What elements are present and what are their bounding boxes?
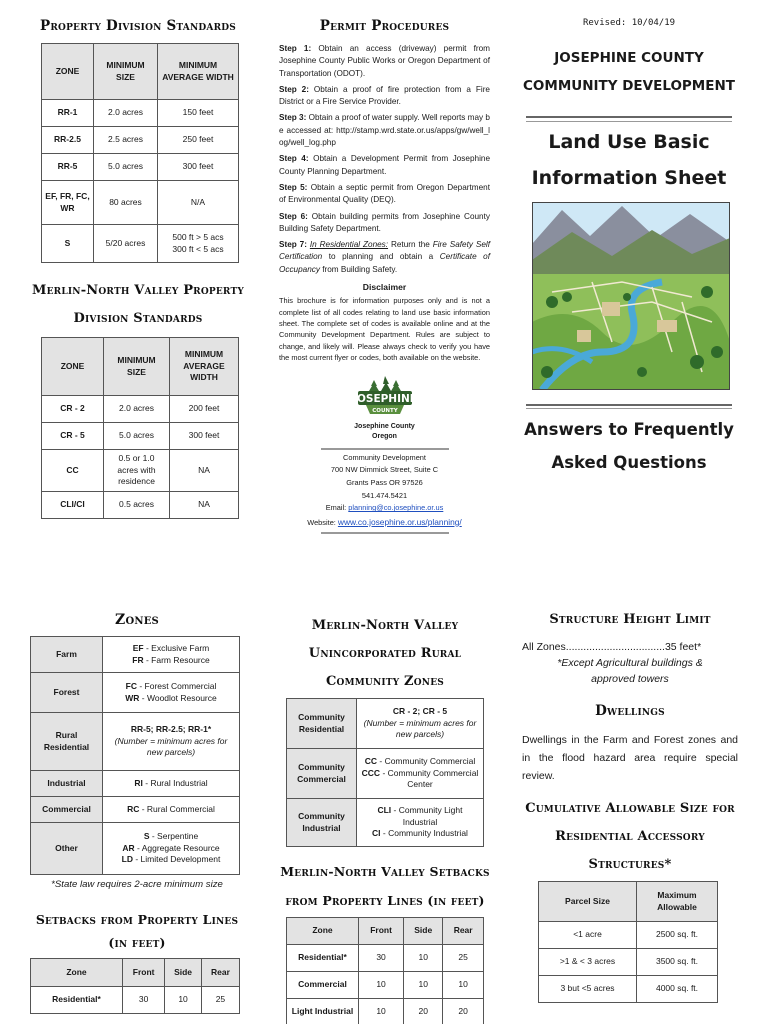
dwellings-text: Dwellings in the Farm and Forest zones and in the flood hazard area require special review.	[522, 734, 738, 782]
zone-cell: EF, FR, FC, WR	[42, 181, 94, 225]
header-front: Front	[359, 918, 404, 945]
min-size-cell: 5.0 acres	[94, 154, 158, 181]
zone-codes-cell	[103, 637, 240, 673]
table-row	[42, 423, 239, 450]
table-row	[42, 450, 239, 492]
table-header-row	[42, 44, 239, 100]
table-header-row	[287, 918, 484, 945]
email-line: Email: planning@co.josephine.or.us	[325, 503, 444, 513]
table-header-row	[31, 959, 240, 987]
zone-codes-cell	[103, 771, 240, 797]
table-row	[42, 225, 239, 263]
table-cell: 10	[404, 945, 443, 972]
min-size-cell: 5.0 acres	[104, 423, 170, 450]
zone-codes-cell	[357, 799, 484, 847]
address-line: Community Development	[343, 452, 426, 462]
table-row	[287, 749, 484, 799]
email-link[interactable]: planning@co.josephine.or.us	[348, 503, 444, 513]
table-row	[42, 181, 239, 225]
table-row	[539, 949, 718, 976]
county-logo-icon	[356, 374, 414, 416]
zone-note: (Number = minimum acres for new parcels)	[114, 735, 228, 758]
table-cell: Light Industrial	[287, 999, 359, 1024]
min-size-cell: 2.5 acres	[94, 127, 158, 154]
table-cell: Residential*	[31, 987, 123, 1014]
header-rear: Rear	[201, 959, 239, 987]
header-rear: Rear	[443, 918, 484, 945]
table-cell: 3 but <5 acres	[539, 976, 637, 1003]
merlin-division-title: Merlin-North Valley Property Division Standards	[32, 283, 244, 326]
table-cell: 30	[359, 945, 404, 972]
disclaimer-title: Disclaimer	[362, 282, 407, 293]
middle-bottom-panel	[278, 612, 492, 1024]
zone-codes-cell	[103, 823, 240, 875]
org-name-line2: COMMUNITY DEVELOPMENT	[523, 78, 735, 94]
min-size-cell: 80 acres	[94, 181, 158, 225]
property-division-title: Property Division Standards	[40, 18, 236, 34]
zone-code-line: RC - Rural Commercial	[127, 803, 215, 814]
zone-category-cell: Farm	[31, 637, 103, 673]
faq-heading-line1: Answers to Frequently	[524, 420, 734, 439]
zone-category-cell: Rural Residential	[31, 713, 103, 771]
logo-caption-state: Oregon	[372, 432, 397, 440]
website-line: Website: www.co.josephine.or.us/planning/	[307, 516, 462, 527]
faq-heading-line2: Asked Questions	[551, 453, 707, 472]
zone-category-cell: Community Residential	[287, 699, 357, 749]
permit-procedures-title: Permit Procedures	[319, 18, 450, 34]
zone-category-cell: Industrial	[31, 771, 103, 797]
min-width-cell: 500 ft > 5 acs 300 ft < 5 acs	[158, 225, 239, 263]
table-cell: 20	[404, 999, 443, 1024]
title-divider	[526, 116, 732, 122]
min-width-cell: NA	[170, 492, 239, 519]
middle-top-panel	[279, 18, 490, 534]
min-size-cell: 0.5 acres	[104, 492, 170, 519]
setbacks-title: Setbacks from Property Lines (in feet)	[35, 912, 239, 950]
logo-caption: Josephine County	[354, 422, 415, 430]
header-min-width: MINIMUM AVERAGE WIDTH	[170, 338, 239, 396]
disclaimer-text: This brochure is for information purposes only and is not a complete list of all codes relating to land use basic information sheet. The complete set of codes is available online and at the Community Development Department. Rules are subject to change, and likely will. Please always check to verify you have the most current flyer or codes, both available on the website.	[279, 296, 490, 363]
zone-cell: CR - 5	[42, 423, 104, 450]
left-top-panel	[28, 18, 248, 519]
table-cell: 30	[123, 987, 165, 1014]
zone-code-line: CI - Community Industrial	[372, 828, 468, 839]
table-row	[31, 823, 240, 875]
zone-code-line: LD - Limited Development	[121, 854, 221, 865]
header-min-width: MINIMUM AVERAGE WIDTH	[158, 44, 239, 100]
table-cell: 10	[404, 972, 443, 999]
table-cell: >1 & < 3 acres	[539, 949, 637, 976]
permit-step-4: Step 4: Obtain a Development Permit from Josephine County Planning Department.	[279, 154, 490, 176]
table-row	[31, 797, 240, 823]
min-width-cell: N/A	[158, 181, 239, 225]
zone-cell: CC	[42, 450, 104, 492]
merlin-division-table	[41, 337, 239, 519]
zone-codes-cell	[357, 699, 484, 749]
header-zone: ZONE	[42, 338, 104, 396]
table-row	[31, 987, 240, 1014]
zone-code-line: CLI - Community Light Industrial	[377, 805, 463, 827]
header-min-size: MINIMUM SIZE	[94, 44, 158, 100]
header-side: Side	[404, 918, 443, 945]
table-cell: 10	[165, 987, 202, 1014]
height-limit-note: *Except Agricultural buildings & approved towers	[557, 657, 703, 685]
table-row	[42, 396, 239, 423]
table-row	[539, 922, 718, 949]
zone-cell: S	[42, 225, 94, 263]
zone-code-line: CR - 2; CR - 5	[392, 706, 448, 717]
table-cell: 10	[359, 999, 404, 1024]
table-cell: 2500 sq. ft.	[637, 922, 718, 949]
zone-code-line: EF - Exclusive Farm	[132, 643, 210, 654]
zone-code-line: CC - Community Commercial	[364, 756, 476, 767]
merlin-zones-table	[286, 698, 484, 847]
zone-code-line: CCC - Community Commercial Center	[361, 767, 479, 790]
table-row	[287, 972, 484, 999]
table-row	[287, 999, 484, 1024]
header-zone: Zone	[31, 959, 123, 987]
permit-step-6: Step 6: Obtain building permits from Josephine County Building Safety Department.	[279, 211, 490, 233]
table-cell: Residential*	[287, 945, 359, 972]
phone-number: 541.474.5421	[361, 490, 408, 500]
table-cell: 3500 sq. ft.	[637, 949, 718, 976]
landscape-illustration	[532, 202, 730, 390]
merlin-setbacks-table	[286, 917, 484, 1024]
table-row	[42, 492, 239, 519]
permit-step-2: Step 2: Obtain a proof of fire protection from a Fire District or a Fire Service Provider.	[279, 84, 490, 107]
table-cell: 10	[359, 972, 404, 999]
table-row	[31, 637, 240, 673]
org-name-line1: JOSEPHINE COUNTY	[554, 50, 704, 66]
zone-code-line: S - Serpentine	[143, 831, 199, 842]
table-row	[31, 771, 240, 797]
zone-codes-cell	[103, 797, 240, 823]
table-row	[31, 673, 240, 713]
header-zone: ZONE	[42, 44, 94, 100]
address-line: Grants Pass OR 97526	[346, 478, 423, 488]
header-side: Side	[165, 959, 202, 987]
min-size-cell: 0.5 or 1.0 acres with residence	[104, 450, 170, 492]
zone-code-line: RR-5; RR-2.5; RR-1*	[130, 724, 212, 735]
sheet-title-line2: Information Sheet	[531, 167, 727, 189]
zone-cell: RR-5	[42, 154, 94, 181]
min-width-cell: 250 feet	[158, 127, 239, 154]
permit-step-5: Step 5: Obtain a septic permit from Oregon Department of Environmental Quality (DEQ).	[279, 182, 490, 205]
zone-cell: RR-2.5	[42, 127, 94, 154]
cumulative-size-title: Cumulative Allowable Size for Residential Accessory Structures*	[525, 801, 735, 872]
zone-category-cell: Community Industrial	[287, 799, 357, 847]
header-zone: Zone	[287, 918, 359, 945]
faq-divider	[526, 404, 732, 409]
min-size-cell: 2.0 acres	[94, 100, 158, 127]
zone-codes-cell	[103, 713, 240, 771]
header-max-allowable: Maximum Allowable	[637, 882, 718, 922]
zone-code-line: WR - Woodlot Resource	[125, 692, 217, 703]
zone-category-cell: Community Commercial	[287, 749, 357, 799]
table-cell: 4000 sq. ft.	[637, 976, 718, 1003]
permit-step-7: Step 7: In Residential Zones: Return the Fire Safety Self Certification to planning and obtain a Certificate of Occupancy from Building Safety.	[279, 240, 490, 274]
min-width-cell: 300 feet	[170, 423, 239, 450]
zone-category-cell: Commercial	[31, 797, 103, 823]
permit-step-1: Step 1: Obtain an access (driveway) permit from Josephine County Public Works or Oregon Department of Transportation (ODOT).	[279, 44, 490, 78]
header-min-size: MINIMUM SIZE	[104, 338, 170, 396]
zone-cell: CLI/CI	[42, 492, 104, 519]
height-limit-title: Structure Height Limit	[549, 612, 711, 627]
height-limit-line: All Zones..................................35 feet*	[522, 641, 702, 653]
merlin-zones-title: Merlin-North Valley Unincorporated Rural Community Zones	[308, 618, 462, 689]
table-cell: 25	[201, 987, 239, 1014]
zone-code-line: AR - Aggregate Resource	[122, 842, 220, 853]
zone-code-line: FR - Farm Resource	[132, 654, 210, 665]
accessory-size-table	[538, 881, 718, 1003]
county-logo	[353, 374, 417, 440]
permit-steps-list	[279, 43, 490, 235]
website-link[interactable]: www.co.josephine.or.us/planning/	[337, 516, 462, 527]
dwellings-title: Dwellings	[595, 703, 665, 719]
table-cell: 10	[443, 972, 484, 999]
zone-category-cell: Forest	[31, 673, 103, 713]
min-width-cell: 200 feet	[170, 396, 239, 423]
revised-date: Revised: 10/04/19	[582, 18, 676, 28]
table-row	[287, 699, 484, 749]
zone-cell: RR-1	[42, 100, 94, 127]
right-top-panel	[520, 18, 738, 479]
svg-text:COUNTY: COUNTY	[371, 407, 398, 414]
table-row	[539, 976, 718, 1003]
zones-table	[30, 636, 240, 875]
property-division-table	[41, 43, 239, 263]
address-block	[307, 448, 462, 534]
table-cell: 20	[443, 999, 484, 1024]
address-line: 700 NW Dimmick Street, Suite C	[330, 465, 439, 475]
zone-cell: CR - 2	[42, 396, 104, 423]
zones-footnote: *State law requires 2-acre minimum size	[51, 879, 223, 890]
sheet-title-line1: Land Use Basic	[548, 131, 710, 153]
merlin-setbacks-title: Merlin-North Valley Setbacks from Property Lines (in feet)	[280, 864, 490, 908]
header-parcel-size: Parcel Size	[539, 882, 637, 922]
table-row	[31, 713, 240, 771]
left-bottom-panel	[24, 612, 250, 1014]
permit-step-3: Step 3: Obtain a proof of water supply. Well reports may be accessed at: http://stamp.wrd.state.or.us/apps/gw/well_log/well_log.php	[279, 113, 490, 148]
zone-category-cell: Other	[31, 823, 103, 875]
right-bottom-panel	[522, 612, 738, 1003]
table-header-row	[42, 338, 239, 396]
min-size-cell: 2.0 acres	[104, 396, 170, 423]
min-width-cell: 150 feet	[158, 100, 239, 127]
table-header-row	[539, 882, 718, 922]
table-cell: Commercial	[287, 972, 359, 999]
zones-title: Zones	[115, 612, 159, 628]
table-row	[287, 799, 484, 847]
svg-text:JOSEPHINE: JOSEPHINE	[355, 392, 414, 405]
min-size-cell: 5/20 acres	[94, 225, 158, 263]
table-row	[287, 945, 484, 972]
setbacks-table	[30, 958, 240, 1014]
header-front: Front	[123, 959, 165, 987]
min-width-cell: NA	[170, 450, 239, 492]
table-row	[42, 100, 239, 127]
min-width-cell: 300 feet	[158, 154, 239, 181]
table-cell: 25	[443, 945, 484, 972]
zone-note: (Number = minimum acres for new parcels)	[363, 717, 477, 740]
zone-codes-cell	[103, 673, 240, 713]
table-row	[42, 127, 239, 154]
table-row	[42, 154, 239, 181]
zone-code-line: RI - Rural Industrial	[134, 777, 208, 788]
zone-codes-cell	[357, 749, 484, 799]
zone-code-line: FC - Forest Commercial	[125, 681, 217, 692]
table-cell: <1 acre	[539, 922, 637, 949]
